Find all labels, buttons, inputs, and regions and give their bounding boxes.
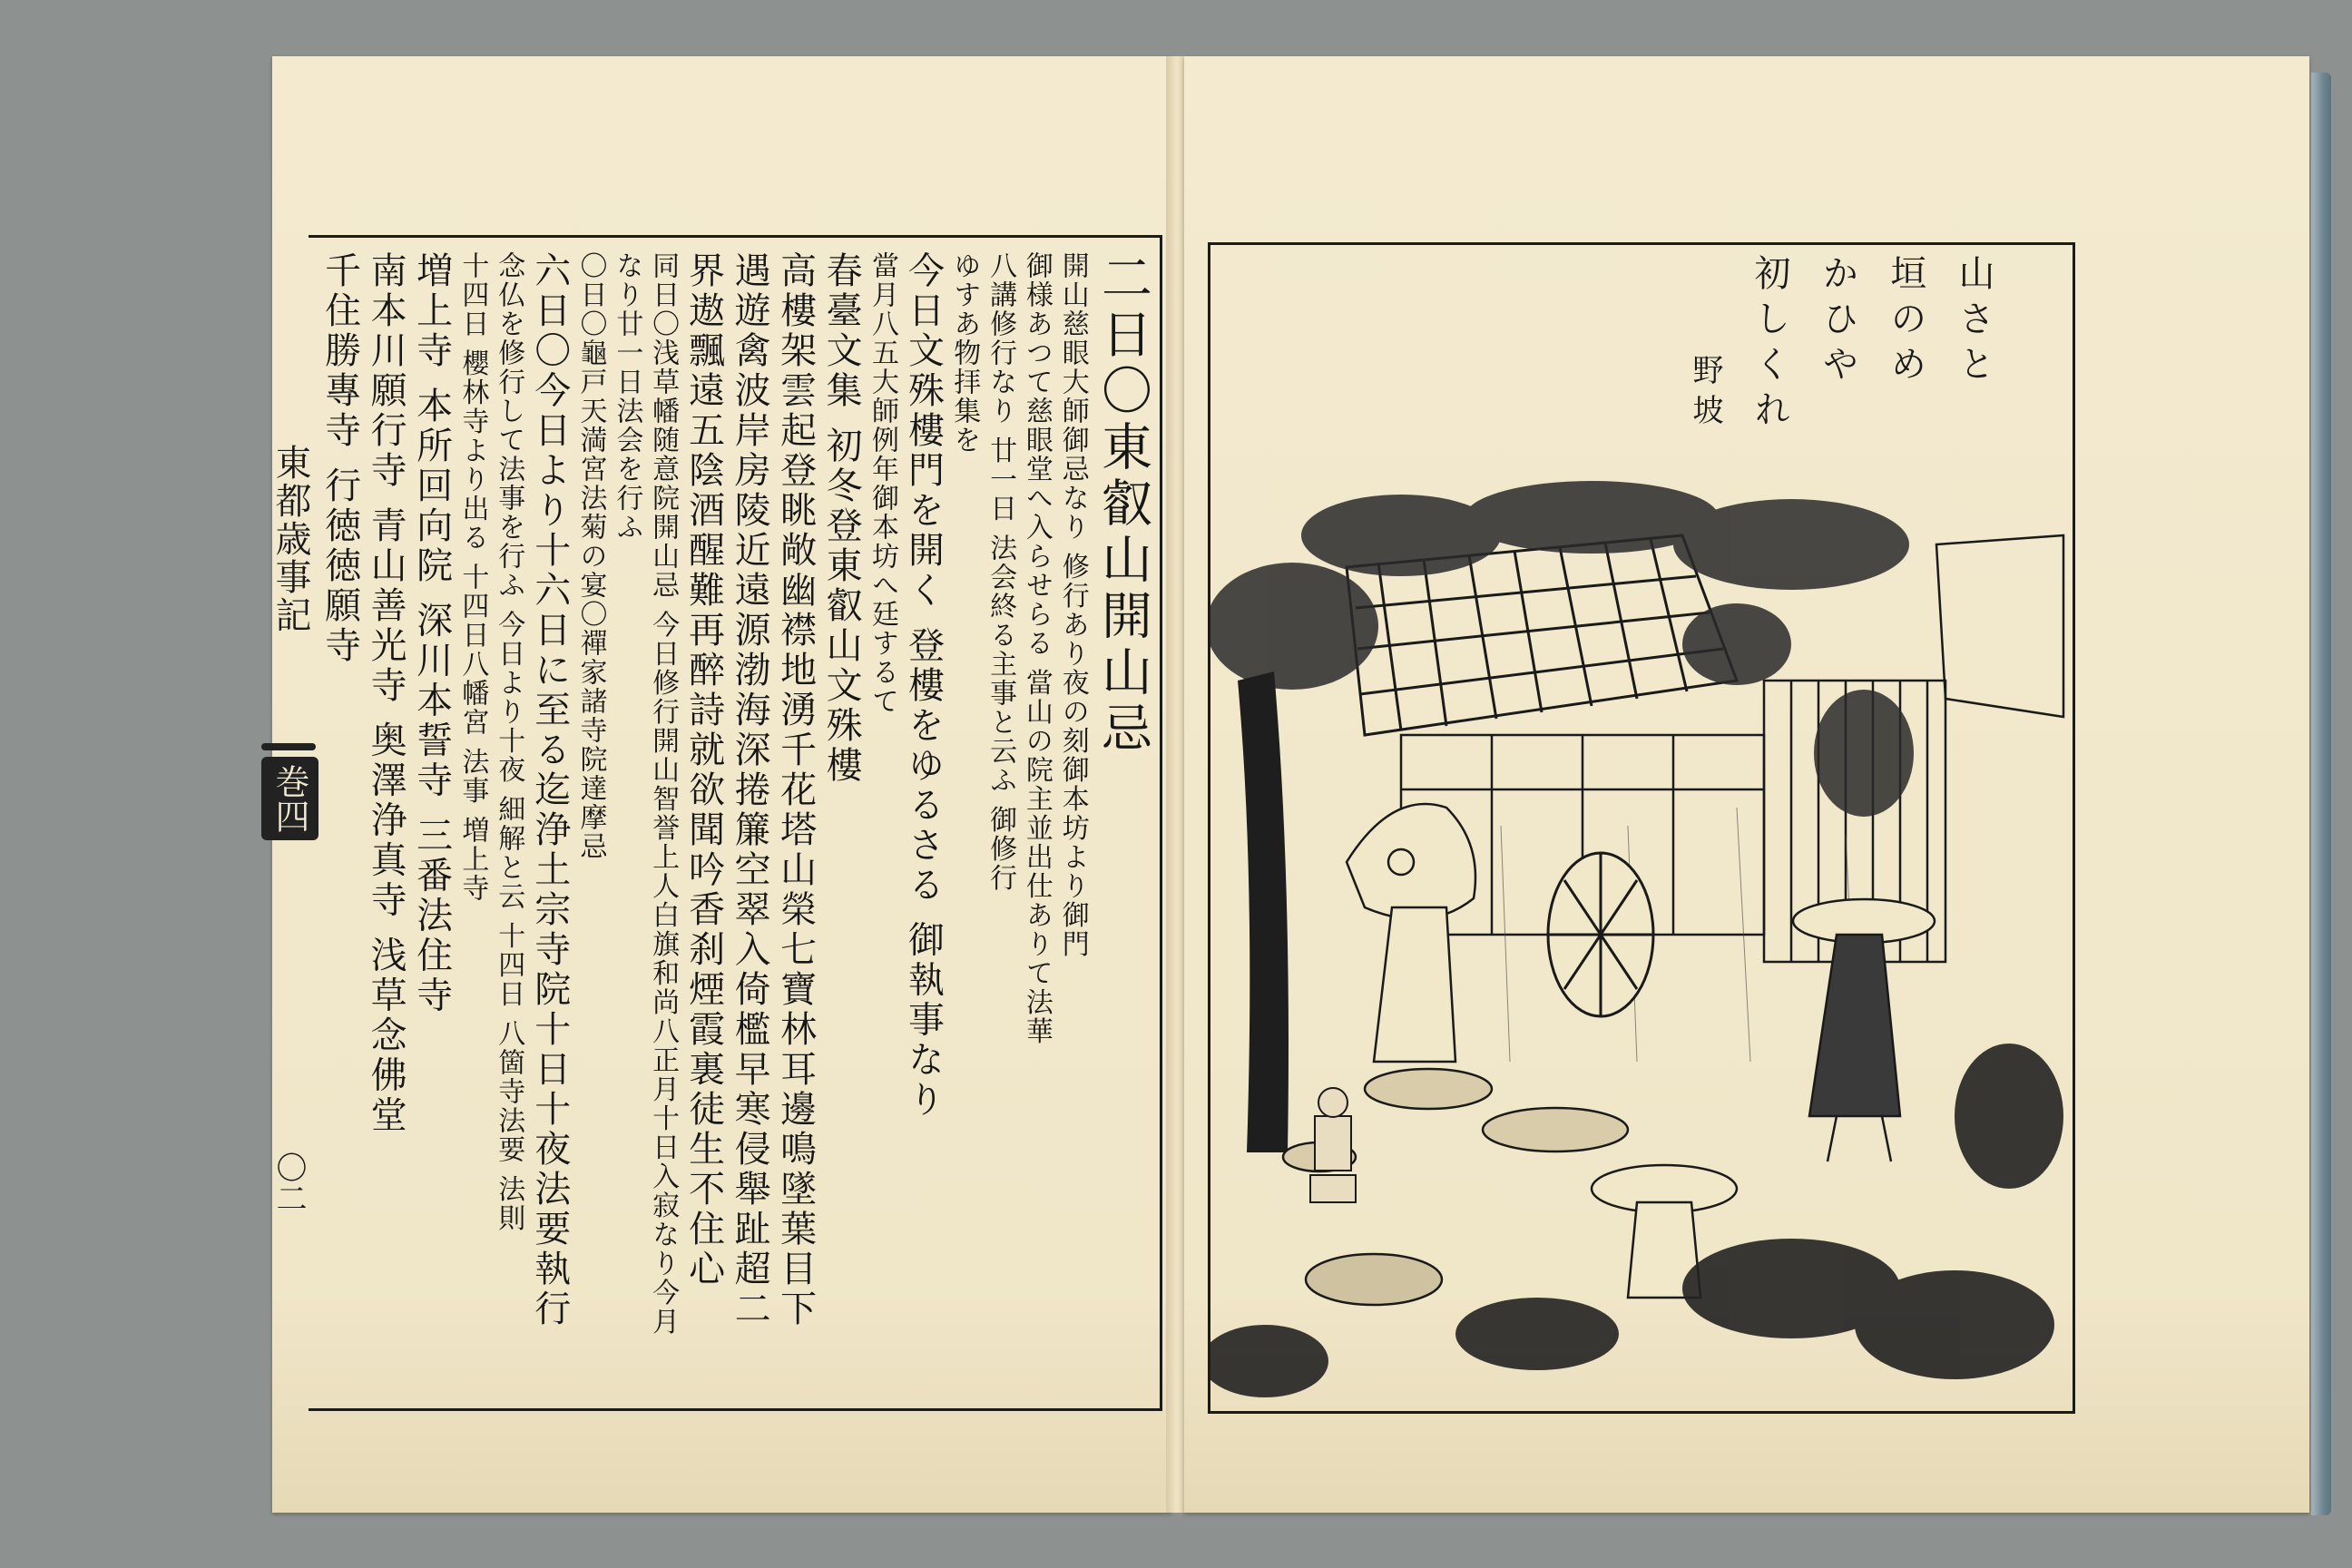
left-page — [272, 56, 1171, 1513]
right-page — [1184, 56, 2309, 1513]
text-column: 八講修行なり 廿一日 法会終る主事と云ふ 御修行 — [985, 251, 1017, 893]
text-column: 六日〇今日より十六日に至る迄浄土宗寺院十日十夜法要執行 — [528, 251, 571, 1329]
poem-line: 垣のめ — [1885, 254, 1926, 390]
book-title-band: 東都歳事記 — [270, 444, 311, 634]
text-column: 二日〇東叡山開山忌 — [1093, 251, 1152, 758]
folio-number: 〇二 — [270, 1152, 307, 1213]
illustration-frame — [1208, 242, 2075, 1414]
fold-ornament — [261, 743, 316, 750]
stone-lantern — [1310, 1088, 1356, 1202]
vertical-text-block — [318, 251, 1152, 1399]
text-column: 同日〇浅草幡随意院開山忌 今日修行開山智誉上人白旗和尚八正月十日入寂なり今月 — [647, 251, 680, 1337]
figure-with-hood — [1347, 804, 1475, 1062]
book-cover-edge — [2311, 73, 2331, 1515]
text-column: ゆすあ物拝集を — [948, 251, 981, 455]
water-basin — [1306, 1254, 1442, 1305]
text-column: 高樓架雲起登眺敞幽襟地湧千花塔山榮七寶林耳邊鳴墜葉目下 — [774, 251, 817, 1329]
poem-line: かひや — [1817, 254, 1858, 390]
tree-foliage — [1210, 481, 1914, 817]
page-fold-column — [270, 235, 310, 1406]
text-column: 當月八五大師例年御本坊へ廷するて — [866, 251, 898, 716]
text-column: 十四日 櫻林寺より出る 十四日八幡宮 法事 増上寺 — [456, 251, 489, 904]
walking-traveler — [1793, 899, 1935, 1161]
text-column: 御様あつて慈眼堂へ入らせらる 當山の院主並出仕ありて法華 — [1020, 251, 1053, 1046]
house-walls — [1401, 535, 2063, 962]
text-column: 増上寺 本所回向院 深川本誓寺 三番法住寺 — [410, 251, 453, 1016]
volume-label: 巻四 — [261, 757, 318, 840]
poem-author: 野坡 — [1687, 354, 1723, 434]
tree-trunk — [1238, 671, 1289, 1152]
text-column: 千住勝專寺 行徳徳願寺 — [318, 251, 361, 666]
poem-line: 初しくれ — [1749, 254, 1790, 436]
haiku-poem — [1683, 254, 2000, 526]
text-column: 遇遊禽波岸房陵近遠源渤海深捲簾空翠入倚檻早寒侵舉趾超二 — [729, 251, 771, 1329]
text-column: なり廿一日法会を行ふ — [611, 251, 643, 542]
text-column: 界遨飄遠五陰酒醒難再醉詩就欲聞吟香刹煙霞裏徒生不住心 — [682, 251, 725, 1289]
text-column: 春臺文集 初冬登東叡山文殊樓 — [820, 251, 863, 786]
text-column: 今日文殊樓門を開く 登樓をゆるさる 御執事なり — [902, 251, 945, 1121]
open-book — [272, 56, 2328, 1517]
text-column: 開山慈眼大師御忌なり 修行あり夜の刻御本坊より御門 — [1056, 251, 1089, 959]
text-column: 〇日〇龜戸天満宮法菊の宴〇禪家諸寺院達摩忌 — [574, 251, 607, 861]
woven-umbrella — [1548, 853, 1653, 1016]
poem-line: 山さと — [1953, 254, 1994, 390]
text-column: 念仏を修行して法事を行ふ 今日より十夜 細解と云 十四日 八箇寺法要 法則 — [493, 251, 525, 1233]
text-column: 南本川願行寺 青山善光寺 奥澤浄真寺 浅草念佛堂 — [365, 251, 407, 1136]
